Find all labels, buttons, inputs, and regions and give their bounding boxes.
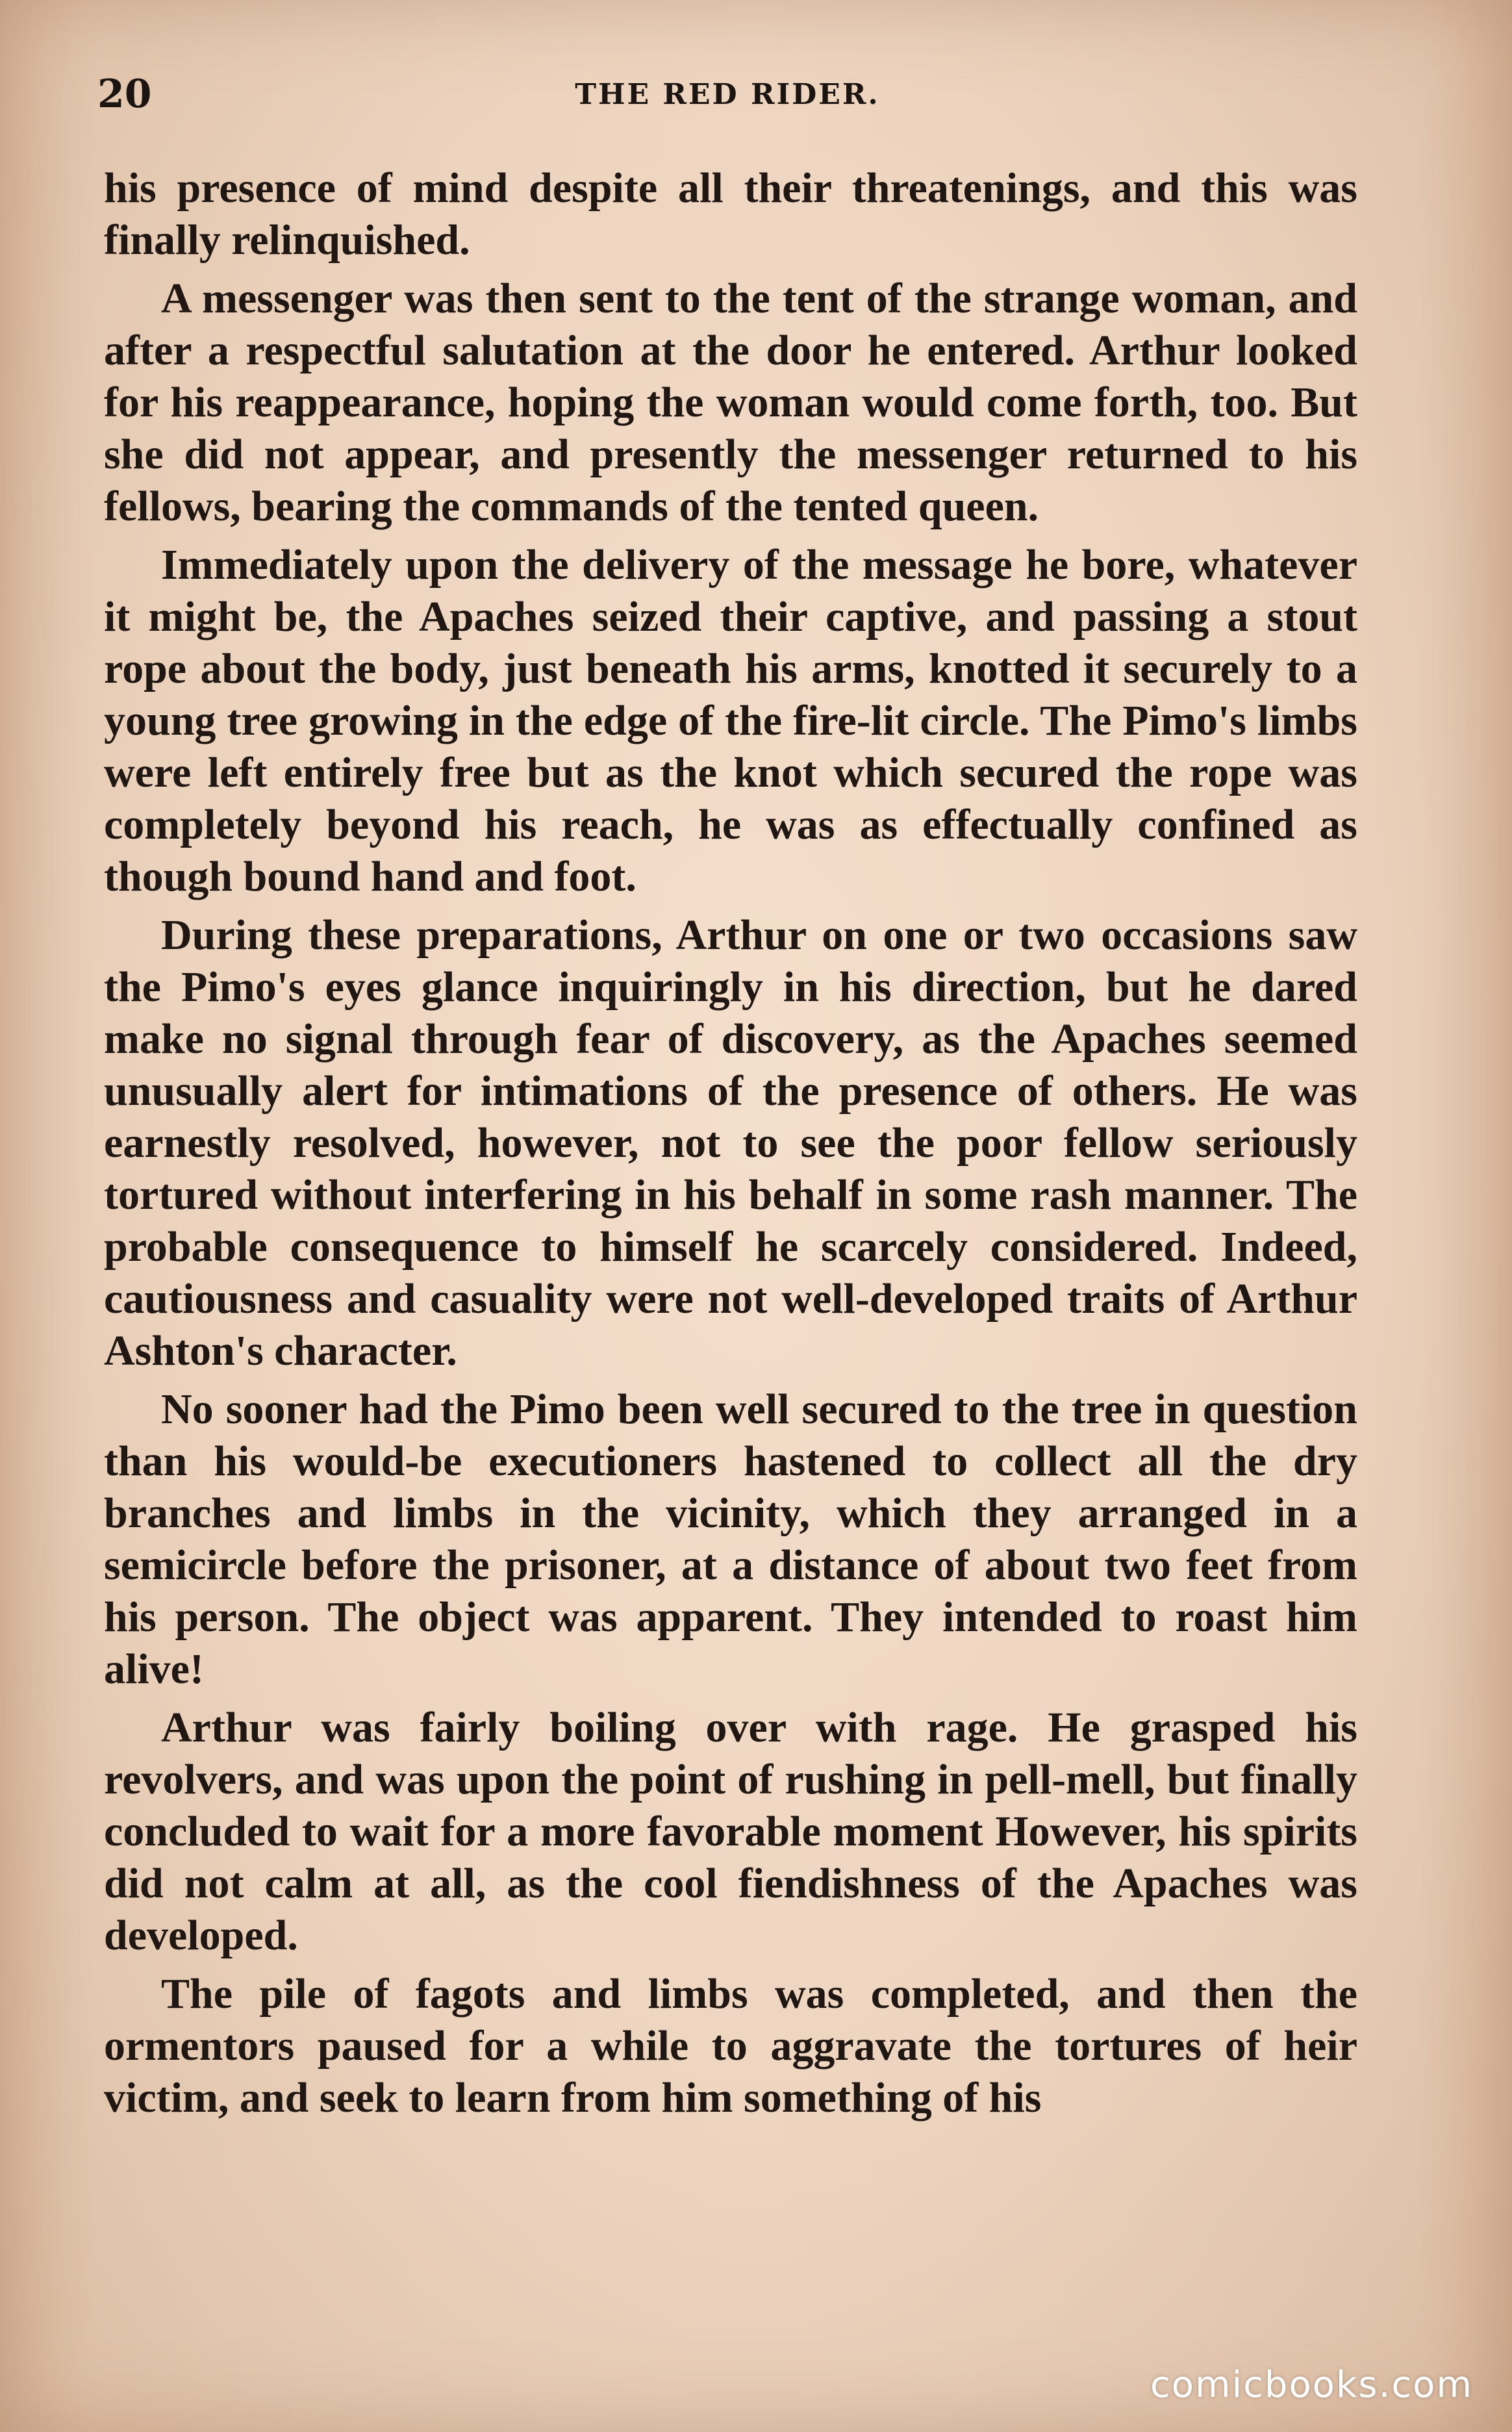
page-header <box>97 71 1357 123</box>
paragraph: Arthur was fairly boiling over with rage. He grasped his revolvers, and was upon the point of rushing in pell-mell, but finally concluded to wait for a more favorable moment However, his spirits did not calm at all, as the cool fiendishness of the Apaches was developed. <box>104 1704 1357 1959</box>
paragraph: No sooner had the Pimo been well secured to the tree in question than his would-be executioners hastened to collect all the dry branches and limbs in the vicinity, which they arranged in a semicircle before the prisoner, at a distance of about two feet from his person. The object was apparent. They intended to roast him alive! <box>104 1386 1357 1693</box>
watermark: comicbooks.com <box>1150 2364 1473 2406</box>
paragraph: A messenger was then sent to the tent of the strange woman, and after a respectful salutation at the door he entered. Arthur looked for his reappearance, hoping the woman would come forth, too. But she did not appear, and presently the messenger returned to his fellows, bearing the commands of the tented queen. <box>104 275 1357 530</box>
page-number: 20 <box>97 71 152 117</box>
paragraph: During these preparations, Arthur on one or two occasions saw the Pimo's eyes glance inquiringly in his direction, but he dared make no signal through fear of discovery, as the Apaches seemed unusually alert for intimations of the presence of others. He was earnestly resolved, however, not to see the poor fellow seriously tortured without interfering in his behalf in some rash manner. The probable consequence to himself he scarcely considered. Indeed, cautiousness and casuality were not well-developed traits of Arthur Ashton's character. <box>104 911 1357 1374</box>
paragraph: The pile of fagots and limbs was completed, and then the ormentors paused for a while to aggravate the tortures of heir victim, and seek to learn from him something of his <box>104 1970 1357 2122</box>
paragraph: Immediately upon the delivery of the message he bore, whatever it might be, the Apaches seized their captive, and passing a stout rope about the body, just beneath his arms, knotted it securely to a young tree growing in the edge of the fire-lit circle. The Pimo's limbs were left entirely free but as the knot which secured the rope was completely beyond his reach, he was as effectually confined as though bound hand and foot. <box>104 541 1357 900</box>
paragraph: his presence of mind despite all their threatenings, and this was finally relinquished. <box>104 164 1357 264</box>
running-head: THE RED RIDER. <box>575 78 880 111</box>
body-text <box>104 162 1357 2131</box>
